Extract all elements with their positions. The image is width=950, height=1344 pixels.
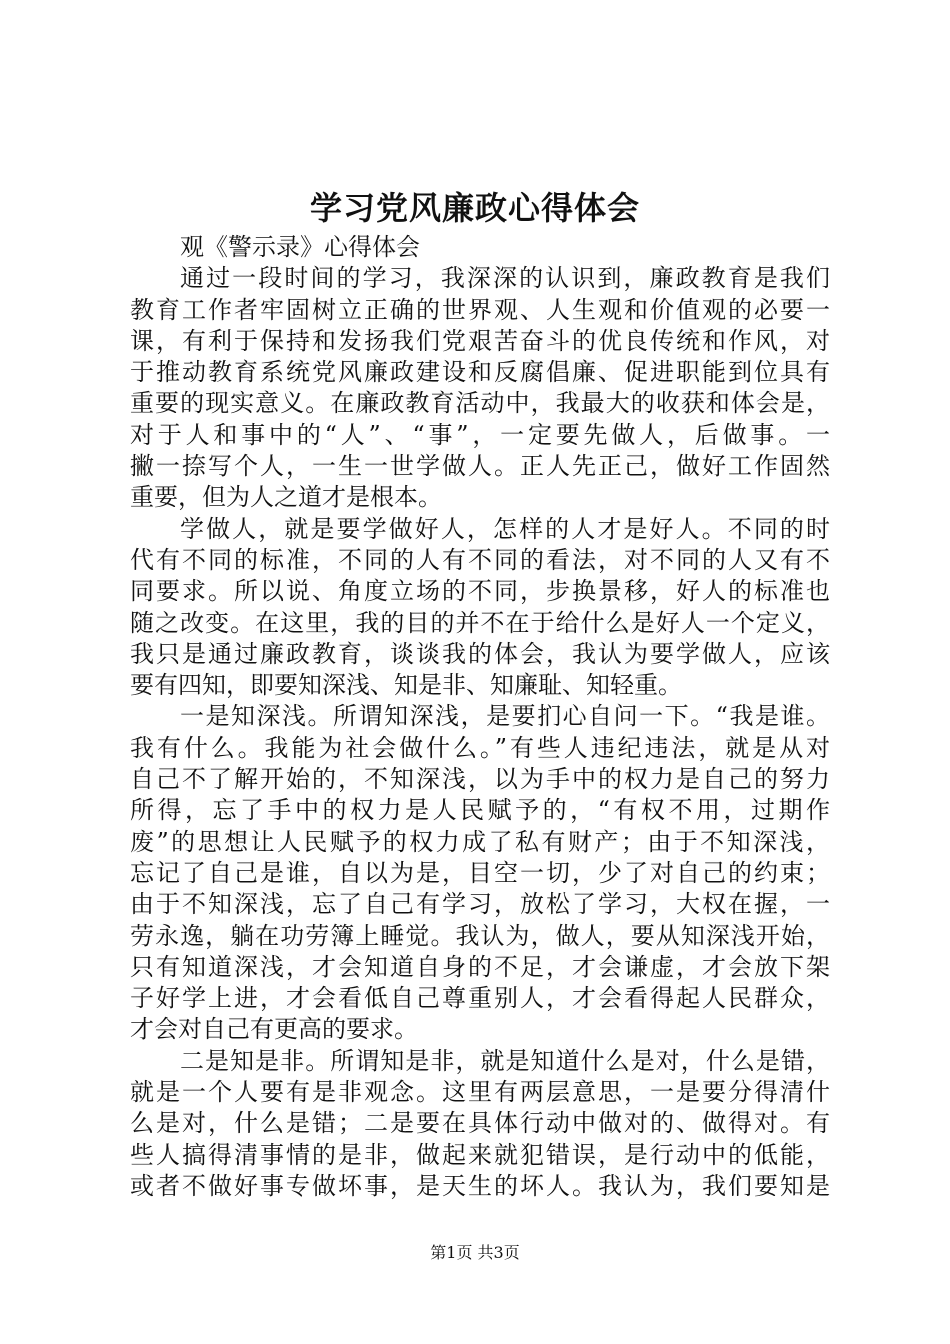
text-line: 代有不同的标准，不同的人有不同的看法，对不同的人又有不 [130,545,830,574]
document-title: 学习党风廉政心得体会 [309,189,640,227]
text-line: 观《警示录》心得体会 [180,233,420,261]
text-line: 一是知深浅。所谓知深浅，是要扪心自问一下。“我是谁。 [180,702,830,731]
text-line: 么是对，什么是错；二是要在具体行动中做对的、做得对。有 [130,1109,830,1138]
text-line: 废”的思想让人民赋予的权力成了私有财产；由于不知深浅， [130,827,830,856]
text-line: 我只是通过廉政教育，谈谈我的体会，我认为要学做人，应该 [130,639,830,668]
text-line: 所得，忘了手中的权力是人民赋予的，“有权不用，过期作 [130,796,830,825]
text-line: 我有什么。我能为社会做什么。”有些人违纪违法，就是从对 [130,733,830,762]
text-line: 重要，但为人之道才是根本。 [130,483,442,512]
text-line: 学做人，就是要学做好人，怎样的人才是好人。不同的时 [180,514,830,543]
text-line: 或者不做好事专做坏事，是天生的坏人。我认为，我们要知是 [130,1171,830,1200]
text-line: 才会对自己有更高的要求。 [130,1015,418,1044]
text-line: 子好学上进，才会看低自己尊重别人，才会看得起人民群众， [130,984,830,1013]
text-line: 重要的现实意义。在廉政教育活动中，我最大的收获和体会是， [130,389,830,418]
text-line: 随之改变。在这里，我的目的并不在于给什么是好人一个定义， [130,608,830,637]
text-line: 同要求。所以说、角度立场的不同，步换景移，好人的标准也 [130,577,830,606]
text-line: 教育工作者牢固树立正确的世界观、人生观和价值观的必要一 [130,295,830,324]
document-body [130,232,830,1202]
text-line: 二是知是非。所谓知是非，就是知道什么是对，什么是错， [180,1046,830,1075]
text-line: 要有四知，即要知深浅、知是非、知廉耻、知轻重。 [130,671,682,700]
text-line: 于推动教育系统党风廉政建设和反腐倡廉、促进职能到位具有 [130,358,830,387]
text-line: 自己不了解开始的，不知深浅，以为手中的权力是自己的努力 [130,765,830,794]
text-line: 劳永逸，躺在功劳簿上睡觉。我认为，做人，要从知深浅开始， [130,921,830,950]
text-line: 就是一个人要有是非观念。这里有两层意思，一是要分得清什 [130,1078,830,1107]
text-line: 课，有利于保持和发扬我们党艰苦奋斗的优良传统和作风，对 [130,326,830,355]
text-line: 只有知道深浅，才会知道自身的不足，才会谦虚，才会放下架 [130,952,830,981]
text-line: 些人搞得清事情的是非，做起来就犯错误，是行动中的低能， [130,1140,830,1169]
text-line: 对于人和事中的“人”、“事”，一定要先做人，后做事。一 [130,420,830,449]
text-line: 撇一捺写个人，一生一世学做人。正人先正己，做好工作固然 [130,452,830,481]
page-footer: 第1页 共3页 [430,1243,520,1262]
text-line: 由于不知深浅，忘了自己有学习，放松了学习，大权在握，一 [130,890,830,919]
text-line: 通过一段时间的学习，我深深的认识到，廉政教育是我们 [180,264,830,293]
text-line: 忘记了自己是谁，自以为是，目空一切，少了对自己的约束； [130,858,830,887]
